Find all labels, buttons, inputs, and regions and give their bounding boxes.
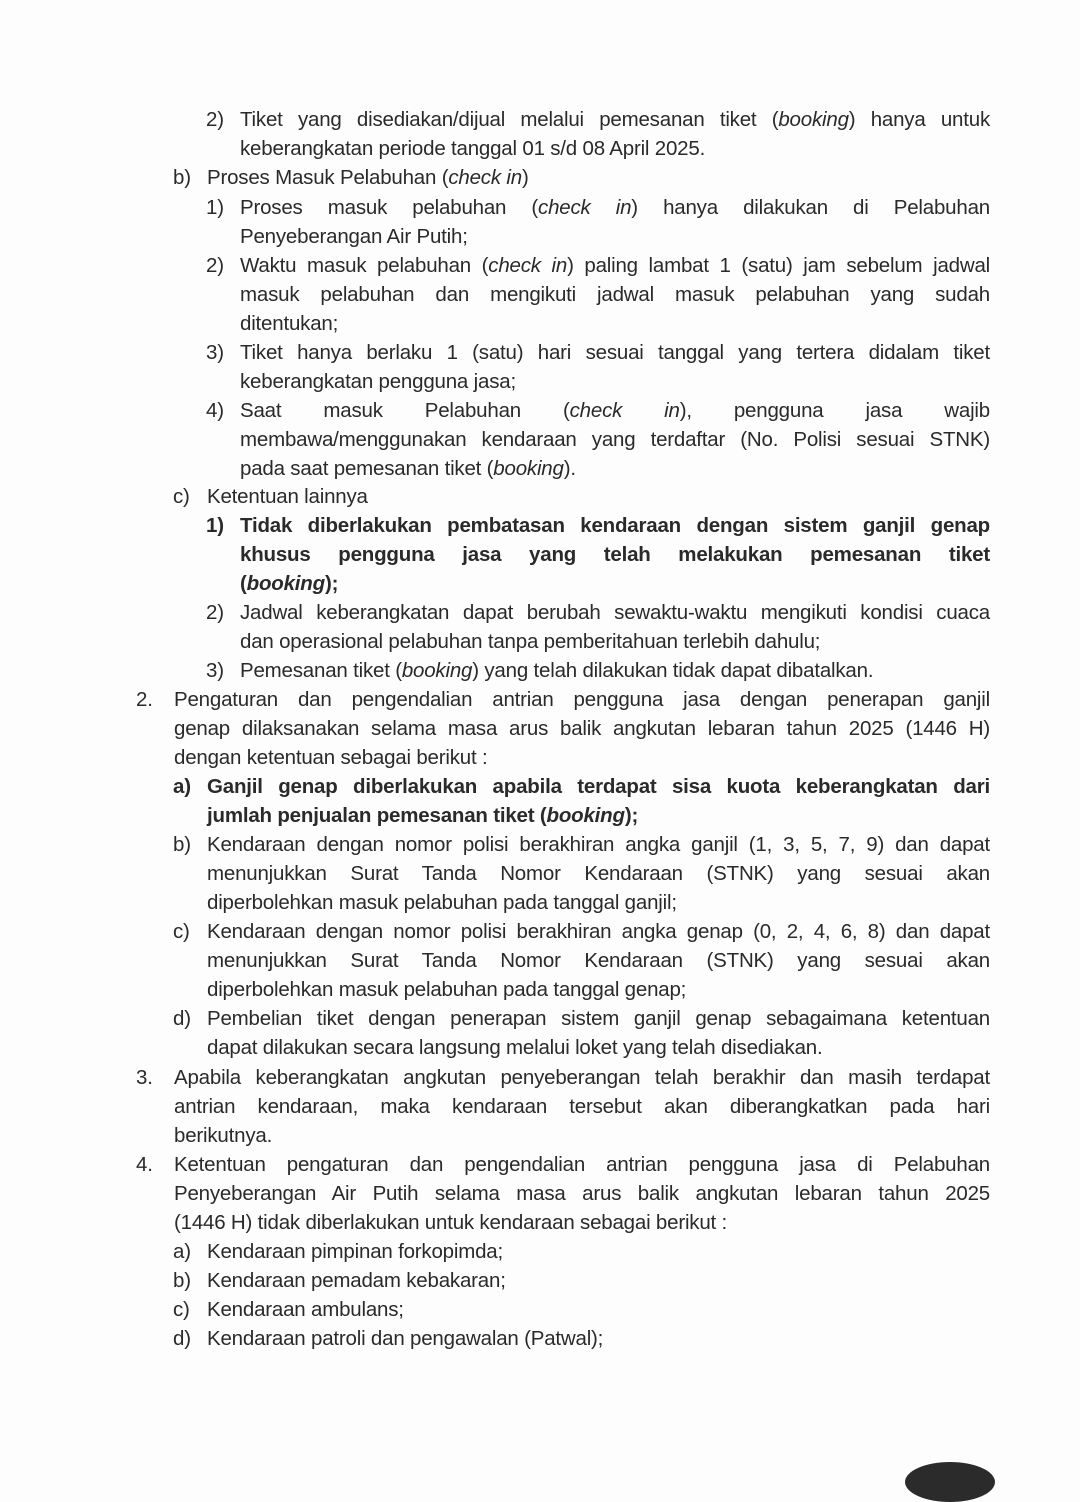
- list-marker: b): [173, 1269, 191, 1292]
- list-marker: 4.: [136, 1153, 153, 1176]
- text-segment: Pembelian tiket dengan penerapan sistem ganjil genap sebagaimana ketentuan: [207, 1007, 990, 1030]
- text-segment: );: [624, 804, 639, 827]
- text-segment: dapat dilakukan secara langsung melalui loket yang telah disediakan.: [207, 1036, 823, 1059]
- text-segment: Proses masuk pelabuhan (: [240, 196, 539, 219]
- text-segment: Penyeberangan Air Putih selama masa arus balik angkutan lebaran tahun 2025: [174, 1182, 990, 1205]
- line-text: [174, 1121, 272, 1150]
- text-segment: Tidak diberlakukan pembatasan kendaraan dengan sistem ganjil genap: [240, 514, 990, 537]
- text-segment: Kendaraan dengan nomor polisi berakhiran angka ganjil (1, 3, 5, 7, 9) dan dapat: [207, 833, 990, 856]
- list-marker: a): [173, 1240, 191, 1263]
- line-text: [240, 627, 820, 656]
- line-text: [207, 859, 990, 888]
- line-text: [240, 540, 990, 569]
- line-text: [207, 1237, 503, 1266]
- line-text: [174, 1063, 990, 1092]
- line-text: [240, 656, 873, 685]
- text-segment: Apabila keberangkatan angkutan penyeberangan telah berakhir dan masih terdapat: [174, 1066, 990, 1089]
- text-segment: ) hanya dilakukan di Pelabuhan: [631, 196, 990, 219]
- text-segment: keberangkatan periode tanggal 01 s/d 08 April 2025.: [240, 137, 706, 160]
- text-segment: berikutnya.: [174, 1124, 273, 1147]
- text-segment: (: [240, 572, 247, 595]
- list-marker: 3): [206, 659, 224, 682]
- line-text: [240, 134, 705, 163]
- line-text: [207, 1266, 506, 1295]
- line-text: [174, 1208, 727, 1237]
- text-segment: diperbolehkan masuk pelabuhan pada tanggal genap;: [207, 978, 687, 1001]
- line-text: [240, 251, 990, 280]
- text-segment: Saat masuk Pelabuhan (: [240, 399, 570, 422]
- line-text: [240, 193, 990, 222]
- italic-term: booking: [246, 572, 325, 595]
- text-segment: keberangkatan pengguna jasa;: [240, 370, 516, 393]
- line-text: [174, 743, 487, 772]
- line-text: [240, 396, 990, 425]
- text-segment: ) hanya untuk: [848, 108, 990, 131]
- line-text: [240, 569, 338, 598]
- text-segment: ).: [563, 457, 576, 480]
- text-segment: antrian kendaraan, maka kendaraan tersebut akan diberangkatkan pada hari: [174, 1095, 990, 1118]
- line-text: [207, 975, 686, 1004]
- line-text: [207, 830, 990, 859]
- text-segment: Pemesanan tiket (: [240, 659, 402, 682]
- line-text: [240, 511, 990, 540]
- text-segment: ) yang telah dilakukan tidak dapat dibatalkan.: [472, 659, 874, 682]
- line-text: [240, 425, 990, 454]
- line-text: [207, 163, 529, 192]
- text-segment: membawa/menggunakan kendaraan yang terdaftar (No. Polisi sesuai STNK): [240, 428, 990, 451]
- text-segment: ) paling lambat 1 (satu) jam sebelum jadwal: [567, 254, 991, 277]
- list-marker: 3): [206, 341, 224, 364]
- line-text: [207, 946, 990, 975]
- list-marker: 4): [206, 399, 224, 422]
- text-segment: menunjukkan Surat Tanda Nomor Kendaraan (STNK) yang sesuai akan: [207, 862, 990, 885]
- line-text: [207, 1295, 404, 1324]
- line-text: [240, 367, 516, 396]
- text-segment: dan operasional pelabuhan tanpa pemberitahuan terlebih dahulu;: [240, 630, 821, 653]
- list-marker: c): [173, 920, 190, 943]
- line-text: [174, 1150, 990, 1179]
- list-marker: 2): [206, 254, 224, 277]
- text-segment: Pengaturan dan pengendalian antrian pengguna jasa dengan penerapan ganjil: [174, 688, 990, 711]
- italic-term: booking: [493, 457, 564, 480]
- italic-term: booking: [401, 659, 473, 682]
- list-marker: a): [173, 775, 191, 798]
- text-segment: jumlah penjualan pemesanan tiket (: [207, 804, 547, 827]
- text-segment: khusus pengguna jasa yang telah melakukan pemesanan tiket: [240, 543, 990, 566]
- text-segment: menunjukkan Surat Tanda Nomor Kendaraan (STNK) yang sesuai akan: [207, 949, 990, 972]
- list-marker: 2): [206, 108, 224, 131]
- text-segment: pada saat pemesanan tiket (: [240, 457, 494, 480]
- line-text: [174, 685, 990, 714]
- line-text: [240, 338, 990, 367]
- line-text: [207, 1004, 990, 1033]
- text-segment: dengan ketentuan sebagai berikut :: [174, 746, 488, 769]
- list-marker: b): [173, 166, 191, 189]
- line-text: [174, 714, 990, 743]
- italic-term: check in: [538, 196, 632, 219]
- list-marker: 2): [206, 601, 224, 624]
- text-segment: (1446 H) tidak diberlakukan untuk kendaraan sebagai berikut :: [174, 1211, 728, 1234]
- text-segment: ), pengguna jasa wajib: [679, 399, 990, 422]
- line-text: [207, 888, 677, 917]
- list-marker: c): [173, 485, 190, 508]
- list-marker: 2.: [136, 688, 153, 711]
- line-text: [174, 1092, 990, 1121]
- italic-term: booking: [778, 108, 849, 131]
- text-segment: Kendaraan dengan nomor polisi berakhiran angka genap (0, 2, 4, 6, 8) dan dapat: [207, 920, 990, 943]
- list-marker: 1): [206, 196, 224, 219]
- text-segment: Penyeberangan Air Putih;: [240, 225, 468, 248]
- list-marker: d): [173, 1007, 191, 1030]
- text-segment: Waktu masuk pelabuhan (: [240, 254, 489, 277]
- text-segment: diperbolehkan masuk pelabuhan pada tanggal ganjil;: [207, 891, 677, 914]
- text-segment: Kendaraan ambulans;: [207, 1298, 404, 1321]
- list-marker: b): [173, 833, 191, 856]
- list-marker: c): [173, 1298, 190, 1321]
- italic-term: check in: [569, 399, 680, 422]
- line-text: [207, 1033, 822, 1062]
- line-text: [240, 222, 468, 251]
- scan-artifact: [905, 1462, 995, 1502]
- line-text: [240, 454, 576, 483]
- text-segment: Ganjil genap diberlakukan apabila terdapat sisa kuota keberangkatan dari: [207, 775, 990, 798]
- text-segment: genap dilaksanakan selama masa arus balik angkutan lebaran tahun 2025 (1446 H): [174, 717, 990, 740]
- list-marker: 1): [206, 514, 224, 537]
- list-marker: 3.: [136, 1066, 153, 1089]
- line-text: [207, 772, 990, 801]
- line-text: [240, 598, 990, 627]
- line-text: [207, 917, 990, 946]
- text-segment: Proses Masuk Pelabuhan (: [207, 166, 449, 189]
- text-segment: Tiket yang disediakan/dijual melalui pemesanan tiket (: [240, 108, 779, 131]
- text-segment: Tiket hanya berlaku 1 (satu) hari sesuai tanggal yang tertera didalam tiket: [240, 341, 990, 364]
- text-segment: masuk pelabuhan dan mengikuti jadwal masuk pelabuhan yang sudah: [240, 283, 990, 306]
- text-segment: ): [521, 166, 529, 189]
- text-segment: );: [324, 572, 339, 595]
- text-segment: ditentukan;: [240, 312, 339, 335]
- italic-term: booking: [546, 804, 625, 827]
- text-segment: Ketentuan lainnya: [207, 485, 368, 508]
- line-text: [207, 1324, 603, 1353]
- line-text: [240, 280, 990, 309]
- line-text: [174, 1179, 990, 1208]
- line-text: [207, 801, 638, 830]
- list-marker: d): [173, 1327, 191, 1350]
- italic-term: check in: [448, 166, 522, 189]
- text-segment: Kendaraan patroli dan pengawalan (Patwal);: [207, 1327, 604, 1350]
- text-segment: Kendaraan pimpinan forkopimda;: [207, 1240, 503, 1263]
- line-text: [240, 105, 990, 134]
- italic-term: check in: [488, 254, 568, 277]
- text-segment: Ketentuan pengaturan dan pengendalian antrian pengguna jasa di Pelabuhan: [174, 1153, 990, 1176]
- line-text: [207, 482, 368, 511]
- text-segment: Jadwal keberangkatan dapat berubah sewaktu-waktu mengikuti kondisi cuaca: [240, 601, 990, 624]
- text-segment: Kendaraan pemadam kebakaran;: [207, 1269, 506, 1292]
- line-text: [240, 309, 338, 338]
